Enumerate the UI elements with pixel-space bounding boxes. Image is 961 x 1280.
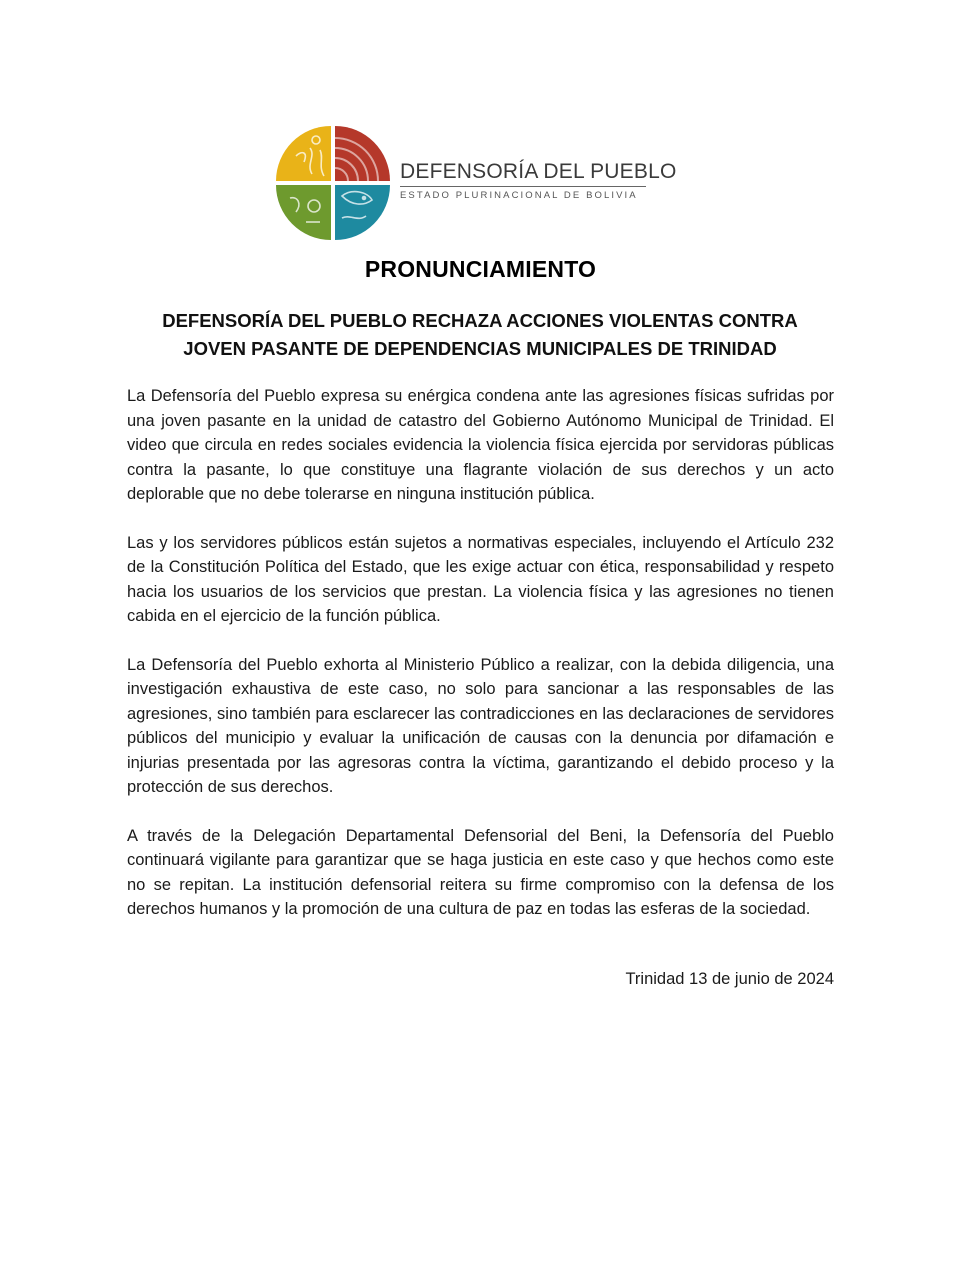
institution-subtitle: ESTADO PLURINACIONAL DE BOLIVIA	[400, 189, 638, 201]
logo-divider	[400, 186, 646, 187]
institution-logo	[276, 124, 677, 242]
body-paragraph-2: Las y los servidores públicos están sujetos a normativas especiales, incluyendo el Artículo 232 de la Constitución Política del Estado, que les exige actuar con ética, responsabilidad y respeto hacia los usuarios de los servicios que prestan. La violencia física y las agresiones no tienen cabida en el ejercicio de la función pública.	[127, 533, 834, 625]
institution-name: DEFENSORÍA DEL PUEBLO	[400, 159, 677, 183]
document-body	[127, 384, 834, 946]
subheading-line-1: DEFENSORÍA DEL PUEBLO RECHAZA ACCIONES VIOLENTAS CONTRA	[162, 310, 798, 331]
body-paragraph-4: A través de la Delegación Departamental Defensorial del Beni, la Defensoría del Pueblo continuará vigilante para garantizar que se haga justicia en este caso y que hechos como este no se repitan. La institución defensorial reitera su firme compromiso con la defensa de los derechos humanos y la promoción de una cultura de paz en todas las esferas de la sociedad.	[127, 826, 834, 918]
emblem-red-quadrant	[335, 126, 390, 181]
emblem-green-quadrant	[276, 185, 331, 240]
body-paragraph-1: La Defensoría del Pueblo expresa su enérgica condena ante las agresiones físicas sufridas por una joven pasante en la unidad de catastro del Gobierno Autónomo Municipal de Trinidad. El video que circula en redes sociales evidencia la violencia física ejercida por servidoras públicas contra la pasante, lo que constituye una flagrante violación de sus derechos y un acto deplorable que no debe tolerarse en ninguna institución pública.	[127, 387, 834, 503]
body-paragraph-3: La Defensoría del Pueblo exhorta al Ministerio Público a realizar, con la debida diligencia, una investigación exhaustiva de este caso, no solo para sancionar a las responsables de las agresiones, sino también para esclarecer las contradicciones en las declaraciones de servidores públicos del municipio y evaluar la unificación de causas con la denuncia por difamación e injurias presentada por las agresoras contra la víctima, garantizando el debido proceso y la protección de sus derechos.	[127, 655, 834, 796]
document-subheading	[120, 307, 840, 363]
document-date: Trinidad 13 de junio de 2024	[625, 970, 834, 988]
document-heading: PRONUNCIAMIENTO	[364, 256, 597, 282]
defensoria-emblem-icon	[276, 126, 390, 240]
subheading-line-2: JOVEN PASANTE DE DEPENDENCIAS MUNICIPALES DE TRINIDAD	[183, 338, 777, 359]
